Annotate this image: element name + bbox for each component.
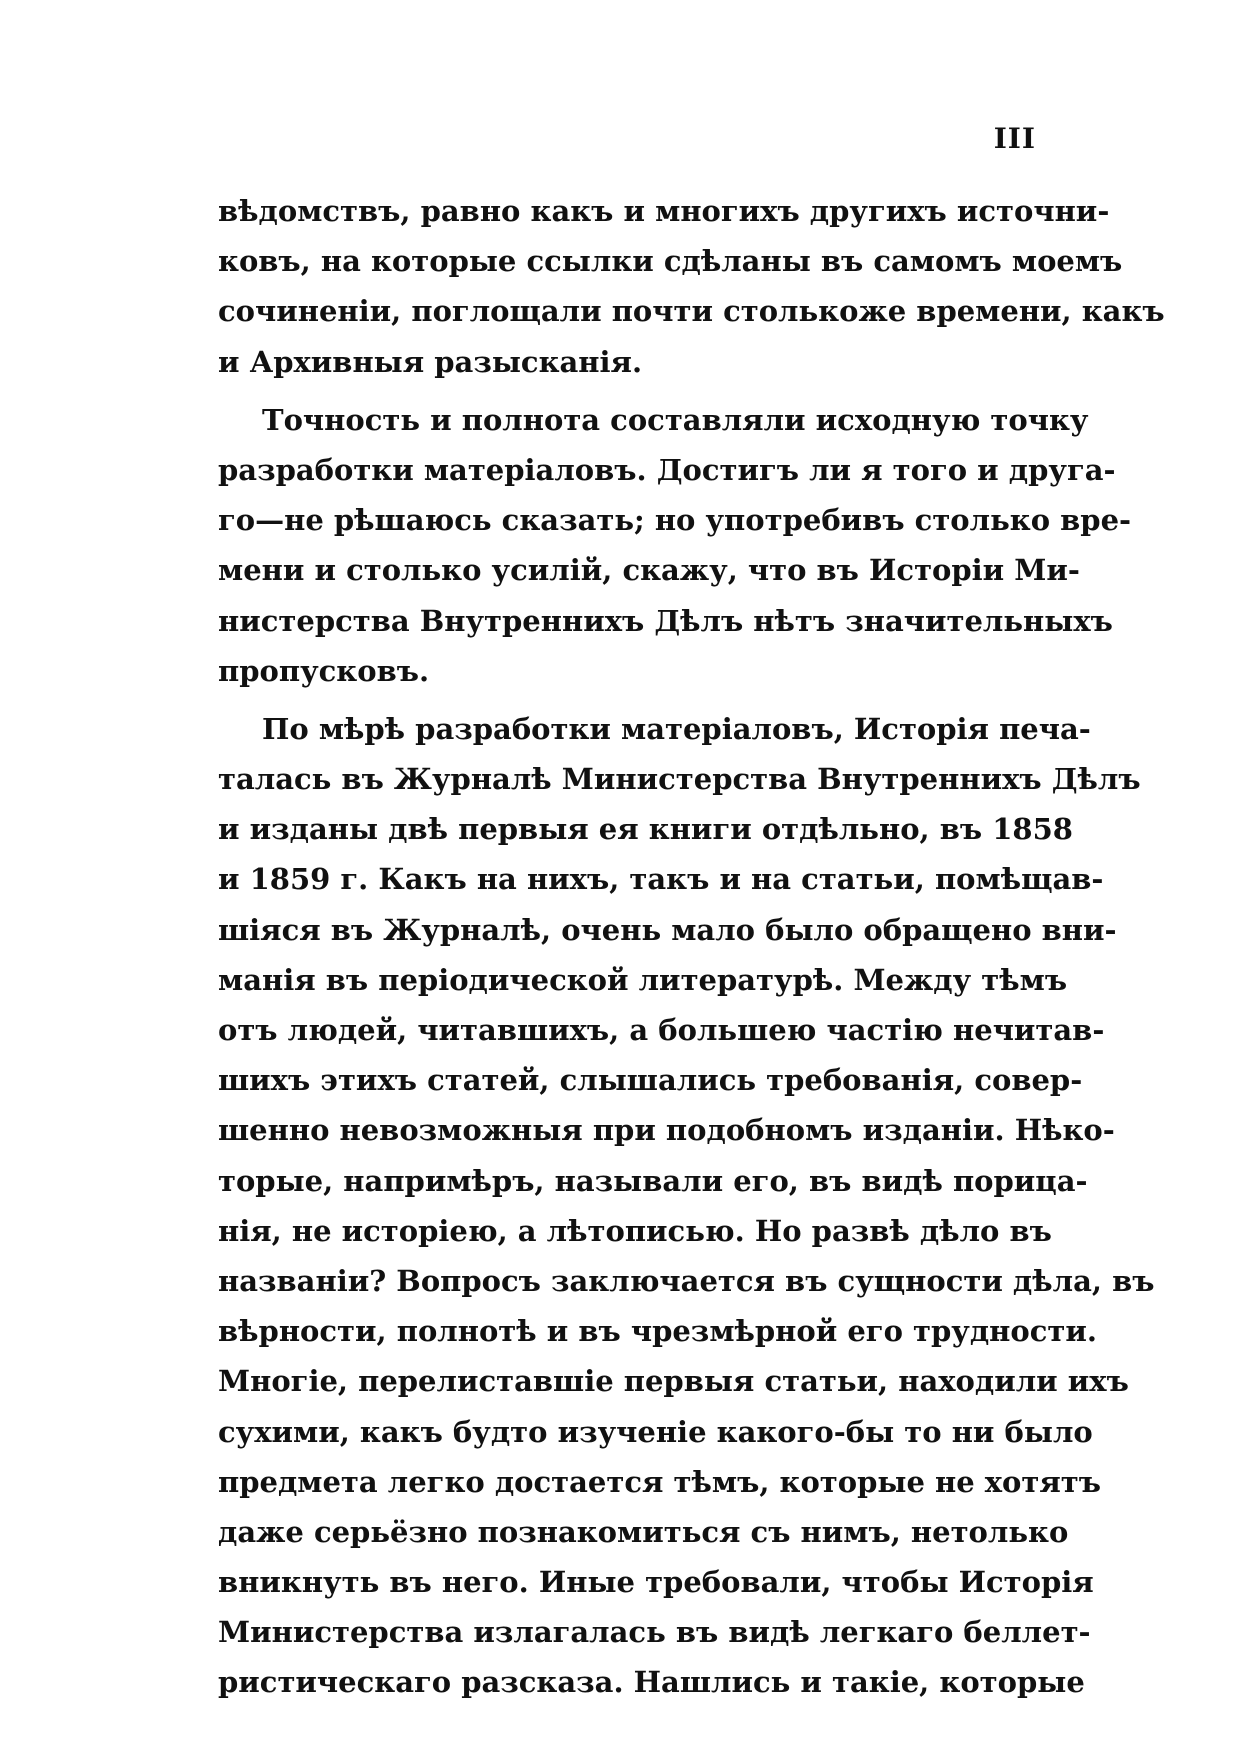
text-line: и 1859 г. Какъ на нихъ, такъ и на статьи, помѣщав- (218, 862, 1104, 897)
text-line: манія въ періодической литературѣ. Между тѣмъ (218, 962, 1068, 997)
paragraph-1 (218, 186, 1165, 387)
text-line: разработки матеріаловъ. Достигъ ли я того и друга- (218, 452, 1116, 487)
text-line: торые, напримѣръ, называли его, въ видѣ порица- (218, 1163, 1088, 1198)
text-line: шіяся въ Журналѣ, очень мало было обращено вни- (218, 912, 1117, 947)
text-line: даже серьёзно познакомиться съ нимъ, нетолько (218, 1514, 1069, 1549)
text-line: сочиненіи, поглощали почти столькоже времени, какъ (218, 294, 1165, 329)
text-line: го—не рѣшаюсь сказать; но употребивъ столько вре- (218, 503, 1132, 538)
text-line: Многіе, перелиставшіе первыя статьи, находили ихъ (218, 1364, 1129, 1399)
text-line: и изданы двѣ первыя ея книги отдѣльно, въ 1858 (218, 812, 1073, 847)
text-line: предмета легко достается тѣмъ, которые не хотятъ (218, 1464, 1102, 1499)
text-line: Точность и полнота составляли исходную точку (262, 402, 1089, 437)
text-line: названіи? Вопросъ заключается въ сущности дѣла, въ (218, 1263, 1155, 1298)
text-line: ристическаго разсказа. Нашлись и такіе, которые (218, 1665, 1085, 1700)
text-line: мени и столько усилій, скажу, что въ Исторіи Ми- (218, 553, 1080, 588)
paragraph-3 (218, 704, 1155, 1708)
page-number: III (993, 122, 1036, 155)
text-line: шихъ этихъ статей, слышались требованія, совер- (218, 1063, 1083, 1098)
text-line: шенно невозможныя при подобномъ изданіи. Нѣко- (218, 1113, 1115, 1148)
text-line: пропусковъ. (218, 653, 430, 688)
text-line: и Архивныя разысканія. (218, 344, 643, 379)
text-line: талась въ Журналѣ Министерства Внутреннихъ Дѣлъ (218, 762, 1141, 797)
text-line: нистерства Внутреннихъ Дѣлъ нѣтъ значительныхъ (218, 603, 1113, 638)
body-text (218, 186, 1165, 1716)
text-line: сухими, какъ будто изученіе какого-бы то ни было (218, 1414, 1093, 1449)
text-line: вѣрности, полнотѣ и въ чрезмѣрной его трудности. (218, 1314, 1097, 1349)
text-line: нія, не исторіею, а лѣтописью. Но развѣ дѣло въ (218, 1213, 1052, 1248)
text-line: вникнуть въ него. Иные требовали, чтобы Исторія (218, 1565, 1094, 1600)
text-line: Министерства излагалась въ видѣ легкаго беллет- (218, 1615, 1091, 1650)
text-line: вѣдомствъ, равно какъ и многихъ другихъ источни- (218, 194, 1110, 228)
paragraph-2 (218, 395, 1132, 696)
text-line: отъ людей, читавшихъ, а большею частію нечитав- (218, 1013, 1105, 1047)
text-line: По мѣрѣ разработки матеріаловъ, Исторія печа- (262, 711, 1091, 746)
text-line: ковъ, на которые ссылки сдѣланы въ самомъ моемъ (218, 244, 1123, 279)
